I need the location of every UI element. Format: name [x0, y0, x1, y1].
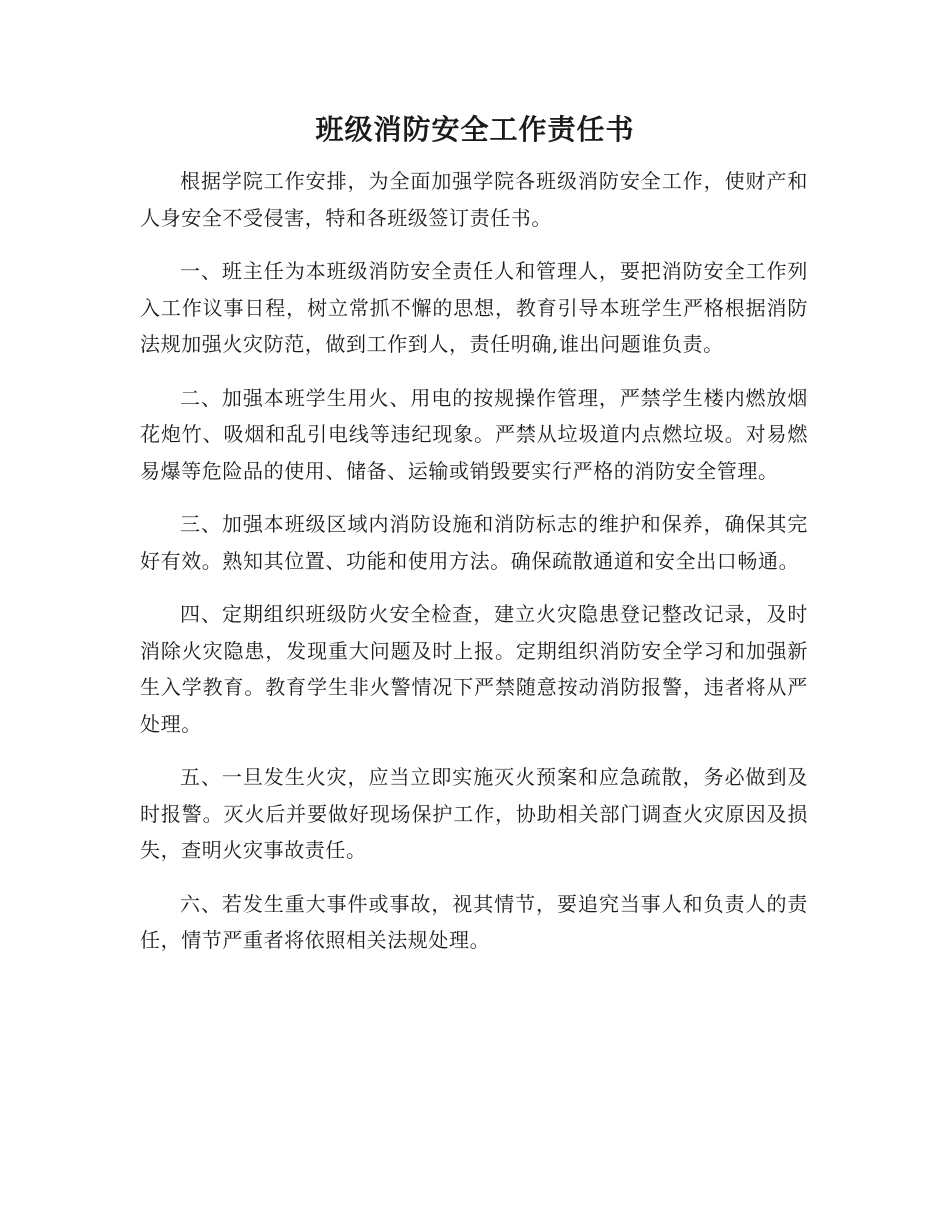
document-body	[140, 163, 808, 976]
paragraph-intro: 根据学院工作安排，为全面加强学院各班级消防安全工作，使财产和人身安全不受侵害，特和各班级签订责任书。	[140, 169, 808, 230]
paragraph-clause-3: 三、加强本班级区域内消防设施和消防标志的维护和保养，确保其完好有效。熟知其位置、功能和使用方法。确保疏散通道和安全出口畅通。	[140, 512, 808, 573]
paragraph-clause-5: 五、一旦发生火灾，应当立即实施灭火预案和应急疏散，务必做到及时报警。灭火后并要做好现场保护工作，协助相关部门调查火灾原因及损失，查明火灾事故责任。	[140, 765, 808, 862]
paragraph-clause-6: 六、若发生重大事件或事故，视其情节，要追究当事人和负责人的责任，情节严重者将依照相关法规处理。	[140, 891, 808, 952]
paragraph-clause-2: 二、加强本班学生用火、用电的按规操作管理，严禁学生楼内燃放烟花炮竹、吸烟和乱引电线等违纪现象。严禁从垃圾道内点燃垃圾。对易燃易爆等危险品的使用、储备、运输或销毁要实行严格的消防安全管理。	[140, 385, 808, 483]
paragraph-clause-1: 一、班主任为本班级消防安全责任人和管理人，要把消防安全工作列入工作议事日程，树立常抓不懈的思想，教育引导本班学生严格根据消防法规加强火灾防范，做到工作到人，责任明确,谁出问题谁负责。	[140, 259, 808, 356]
paragraph-clause-4: 四、定期组织班级防火安全检查，建立火灾隐患登记整改记录，及时消除火灾隐患，发现重大问题及时上报。定期组织消防安全学习和加强新生入学教育。教育学生非火警情况下严禁随意按动消防报警，违者将从严处理。	[140, 602, 808, 736]
document-title: 班级消防安全工作责任书	[315, 113, 635, 146]
